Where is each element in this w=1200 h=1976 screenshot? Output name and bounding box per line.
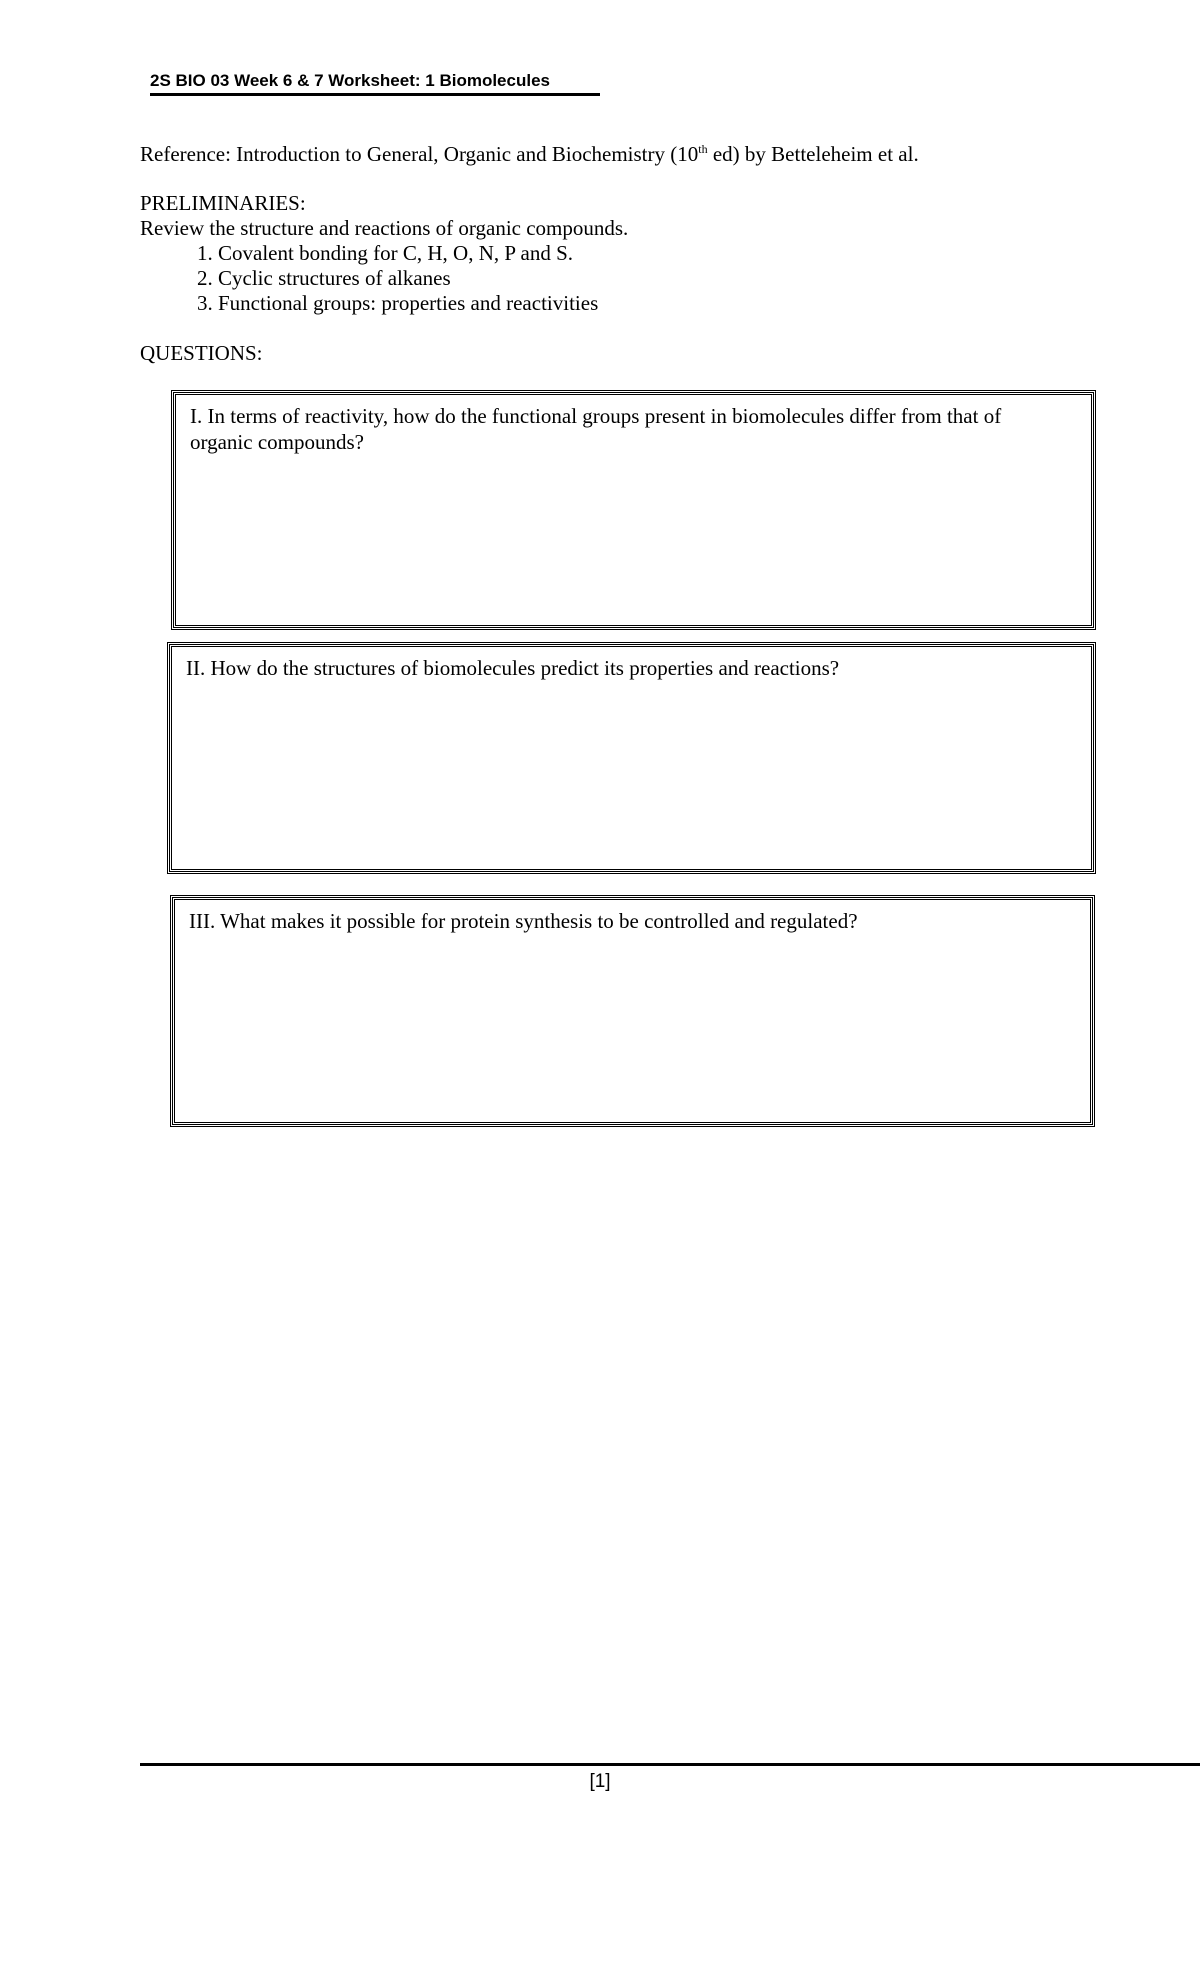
preliminaries-item: 3. Functional groups: properties and reactivities <box>197 291 599 315</box>
reference-suffix: ed) by Betteleheim et al. <box>707 142 919 166</box>
question-3-text: III. What makes it possible for protein synthesis to be controlled and regulated? <box>189 909 858 933</box>
preliminaries-intro: Review the structure and reactions of organic compounds. <box>140 216 629 240</box>
question-2-text: II. How do the structures of biomolecules predict its properties and reactions? <box>186 656 840 680</box>
reference-line <box>140 142 919 167</box>
preliminaries-item: 1. Covalent bonding for C, H, O, N, P and S. <box>197 241 574 265</box>
worksheet-header-title: 2S BIO 03 Week 6 & 7 Worksheet: 1 Biomolecules <box>150 68 600 96</box>
preliminaries-list <box>197 241 598 316</box>
question-2-answer-box[interactable] <box>169 644 1094 872</box>
preliminaries-item: 2. Cyclic structures of alkanes <box>197 266 451 290</box>
footer-divider <box>140 1763 1200 1766</box>
page-number: [1] <box>589 1771 611 1792</box>
question-1-answer-box[interactable] <box>173 392 1094 628</box>
question-3-answer-box[interactable] <box>172 897 1093 1125</box>
preliminaries-heading: PRELIMINARIES: <box>140 191 306 215</box>
reference-superscript: th <box>698 142 708 156</box>
question-1-text: I. In terms of reactivity, how do the functional groups present in biomolecules differ from that of organic compounds? <box>190 404 1002 454</box>
questions-heading: QUESTIONS: <box>140 341 263 365</box>
reference-prefix: Reference: Introduction to General, Organic and Biochemistry (10 <box>140 142 699 166</box>
